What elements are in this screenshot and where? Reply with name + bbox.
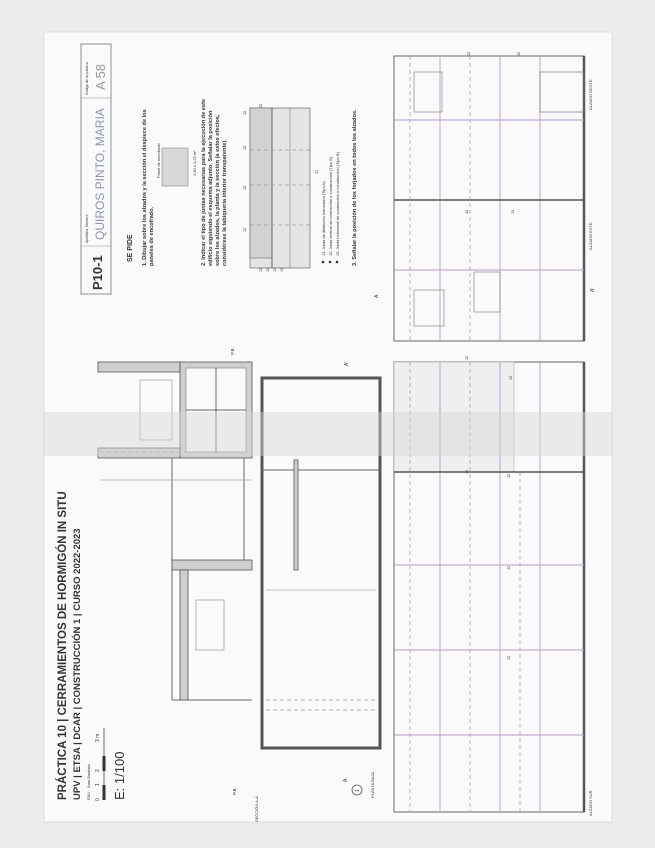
scale-tick-2: 2	[95, 769, 101, 772]
legend-j3: J3: Junta horizontal de contracción o construcción (Tipo B)	[335, 152, 340, 256]
joint-label-3: J3	[279, 267, 284, 272]
task-1: 1. Dibujar sobre los alzados y la sección el despiece de los paneles de encofrado.	[142, 109, 155, 266]
page-title: PRÁCTICA 10 | CERRAMIENTOS DE HORMIGÓN IN SITU	[57, 491, 69, 800]
scale-tick-1: 1	[95, 783, 101, 786]
panel-dims: 2,50 x 1,25 m²	[192, 150, 197, 176]
plan-number: 1	[355, 789, 361, 792]
badge-name: QUIROS PINTO, MARIA	[93, 108, 107, 240]
tasks-heading: SE PIDE	[127, 234, 134, 262]
scale-label: E: 1/100	[112, 751, 127, 800]
legend-j1: J1: Junta de dilatación estructural (Tipo A)	[321, 181, 326, 256]
alzado-oeste-label: ALZADO OESTE	[588, 79, 593, 110]
task-2-wrap	[201, 96, 251, 266]
joint-label-0: J3	[258, 267, 263, 272]
legend-j2: J2: Junta vertical de contracción o construcción (Tipo B)	[328, 156, 333, 256]
joint-label-5: J2	[242, 185, 247, 190]
elev-a-prime: A'	[590, 287, 596, 292]
small-note: PAU · Juan Bautista	[86, 764, 91, 800]
j2-mark-2: J2	[516, 51, 521, 56]
planta-label: PLANTA BAJA	[370, 771, 375, 798]
joint-label-9: J1	[314, 169, 319, 174]
joint-label-2: J3	[272, 267, 277, 272]
joint-label-4: J2	[242, 227, 247, 232]
scan-shading	[44, 412, 612, 456]
alzado-sur-label: ALZADO SUR	[588, 790, 593, 816]
joint-scheme	[242, 103, 319, 272]
j2-mark-1: J2	[466, 51, 471, 56]
joint-label-6: J2	[242, 145, 247, 150]
j2-mark-3: J2	[464, 355, 469, 360]
joint-label-7: J2	[242, 110, 247, 115]
page-subtitle: UPV | ETSA | DCAR | CONSTRUCCIÓN 1 | CURSO 2022-2023	[72, 528, 83, 800]
j2-mark-7: J2	[506, 655, 511, 660]
j2-mark-4: J2	[508, 375, 513, 380]
pb-label-2: P.B.	[232, 787, 237, 795]
plan-a-prime: A'	[344, 361, 350, 366]
joint-label-8: J2	[258, 103, 263, 108]
task-3: 3. Señalar la posición de los forjados en todos los alzados.	[352, 109, 358, 266]
j2-mark-5: J2	[506, 473, 511, 478]
alzado-este-label: ALZADO ESTE	[588, 222, 593, 250]
j1-mark-1: J1	[464, 209, 469, 214]
seccion-label: SECCIÓN A-A'	[254, 795, 259, 822]
joint-label-1: J3	[265, 267, 270, 272]
j1-mark-2: J1	[510, 209, 515, 214]
scale-tick-0: 0	[95, 798, 101, 801]
plan-a: A	[343, 778, 349, 782]
panel-label: Panel de encofrado	[156, 143, 161, 178]
badge-name-label: Apellidos, Nombre	[85, 214, 89, 243]
panel-sketch	[162, 148, 188, 186]
task-2: 2. Indicar el tipo de juntas necesarias para la ejecución de este edificio siguiendo el esquema adjunto. Señalar la posición sobre los alzados, la planta y la sección (a estos efectos, considérese la tabiquería interior transparente).	[201, 99, 228, 266]
badge-code-label: Código de la práctica	[85, 62, 89, 95]
j2-mark-6: J2	[506, 565, 511, 570]
pb-label: P.B.	[230, 347, 235, 355]
j1-mark-3: J1	[464, 469, 469, 474]
scale-tick-3: 3 m	[95, 733, 101, 742]
badge-number: A 58	[93, 63, 108, 90]
badge-code: P10-1	[90, 255, 105, 290]
elev-a: A	[374, 294, 380, 298]
